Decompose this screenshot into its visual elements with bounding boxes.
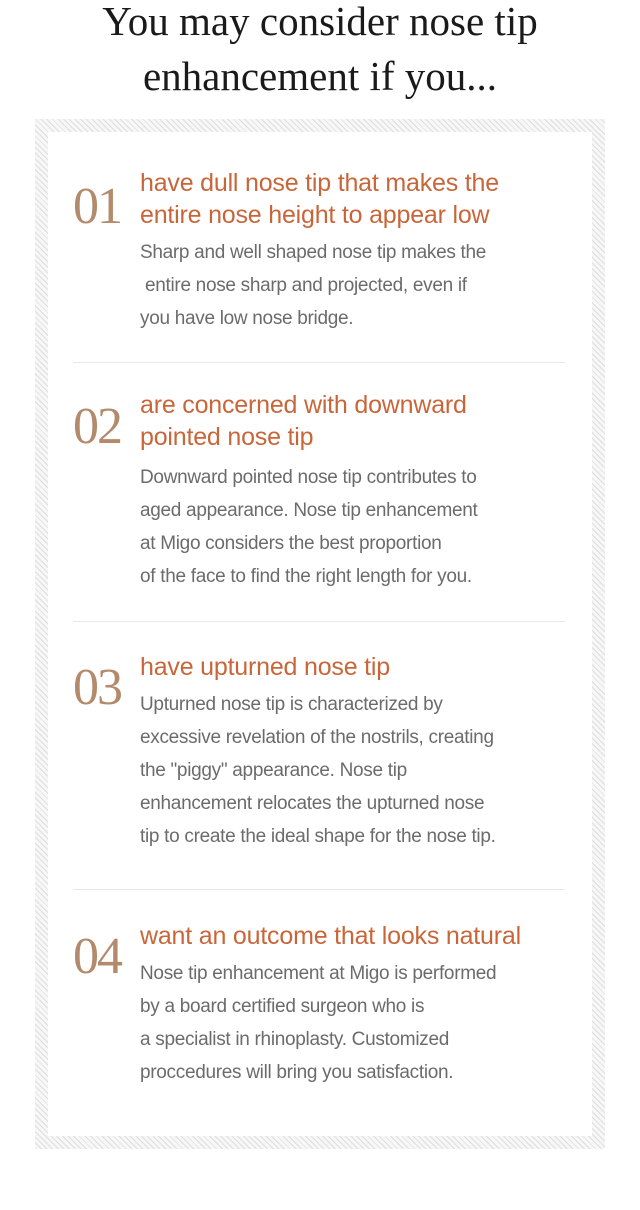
- item-heading-line: are concerned with downward: [140, 391, 467, 419]
- item-heading-line: have dull nose tip that makes the: [140, 169, 499, 197]
- card-content: [48, 132, 592, 1136]
- item-description-line: Upturned nose tip is characterized by: [140, 694, 443, 715]
- item-description: [140, 461, 580, 593]
- item-number: 01: [73, 178, 121, 235]
- item-description-line: you have low nose bridge.: [140, 308, 354, 329]
- item-description-line: entire nose sharp and projected, even if: [140, 275, 467, 296]
- page-title-line-1: You may consider nose tip: [102, 0, 538, 44]
- item-number: 03: [73, 659, 121, 716]
- item-heading-line: have upturned nose tip: [140, 653, 390, 681]
- item-description: [140, 236, 580, 335]
- item-description-line: Nose tip enhancement at Migo is performed: [140, 963, 497, 984]
- item-description-line: a specialist in rhinoplasty. Customized: [140, 1029, 449, 1050]
- item-description-line: the "piggy" appearance. Nose tip: [140, 760, 407, 781]
- item-heading: [140, 167, 580, 231]
- item-description-line: aged appearance. Nose tip enhancement: [140, 500, 478, 521]
- item-heading-line: want an outcome that looks natural: [140, 922, 521, 950]
- item-description-line: of the face to find the right length for you.: [140, 566, 472, 587]
- item-description-line: excessive revelation of the nostrils, creating: [140, 727, 494, 748]
- item-number: 04: [73, 928, 121, 985]
- item-description-line: tip to create the ideal shape for the nose tip.: [140, 826, 496, 847]
- item-description-line: Sharp and well shaped nose tip makes the: [140, 242, 487, 263]
- item-description: [140, 957, 580, 1089]
- item-description-line: by a board certified surgeon who is: [140, 996, 425, 1017]
- page-title: [0, 0, 640, 104]
- item-description-line: enhancement relocates the upturned nose: [140, 793, 485, 814]
- item-number: 02: [73, 398, 121, 455]
- item-heading: [140, 389, 580, 453]
- item-description-line: proccedures will bring you satisfaction.: [140, 1062, 454, 1083]
- divider: [73, 362, 565, 363]
- item-heading-line: pointed nose tip: [140, 423, 314, 451]
- item-heading: [140, 651, 580, 683]
- divider: [73, 889, 565, 890]
- card-frame: [35, 119, 605, 1149]
- item-heading-line: entire nose height to appear low: [140, 201, 490, 229]
- item-heading: [140, 920, 580, 952]
- item-description: [140, 688, 580, 853]
- divider: [73, 621, 565, 622]
- item-description-line: Downward pointed nose tip contributes to: [140, 467, 477, 488]
- item-description-line: at Migo considers the best proportion: [140, 533, 442, 554]
- page-title-line-2: enhancement if you...: [142, 53, 498, 99]
